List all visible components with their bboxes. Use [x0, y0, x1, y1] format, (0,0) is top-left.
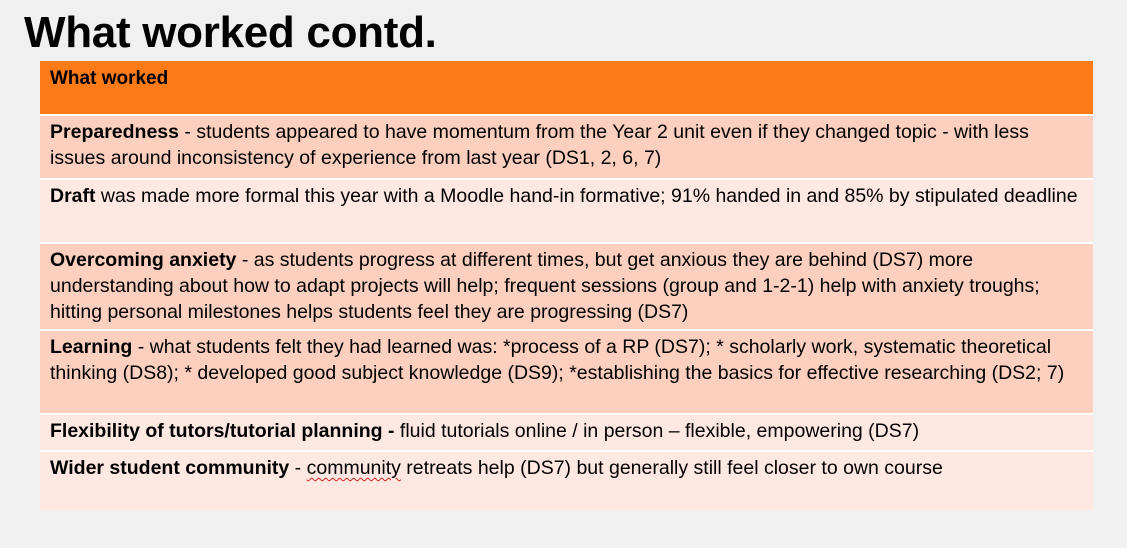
row-text-after: retreats help (DS7) but generally still feel closer to own course	[400, 457, 943, 479]
what-worked-table	[40, 61, 1093, 510]
table-header: What worked	[40, 61, 1093, 116]
row-term: Flexibility of tutors/tutorial planning -	[50, 420, 395, 442]
row-text: - students appeared to have momentum from the Year 2 unit even if they changed topic - with less issues around inconsistency of experience from last year (DS1, 2, 6, 7)	[50, 121, 1029, 169]
row-term: Preparedness	[50, 121, 179, 143]
row-term: Wider student community	[50, 457, 290, 479]
row-term: Overcoming anxiety	[50, 249, 237, 271]
table-row-preparedness	[40, 116, 1093, 180]
table-row-overcoming-anxiety	[40, 244, 1093, 331]
spellcheck-marked-word: community	[306, 457, 401, 479]
row-text: - as students progress at different times, but get anxious they are behind (DS7) more understanding about how to adapt projects will help; frequent sessions (group and 1-2-1) help with anxiety troughs; hitting personal milestones helps students feel they are progressing (DS7)	[50, 249, 1040, 323]
table-row-learning	[40, 331, 1093, 415]
table-row-draft	[40, 180, 1093, 244]
row-text: - what students felt they had learned was: *process of a RP (DS7); * scholarly work, systematic theoretical thinking (DS8); * developed good subject knowledge (DS9); *establishing the basics for effective researching (DS2; 7)	[50, 336, 1065, 384]
table-row-wider-community	[40, 452, 1093, 510]
row-text-before: -	[289, 457, 307, 479]
row-text: fluid tutorials online / in person – flexible, empowering (DS7)	[394, 420, 920, 442]
slide-title: What worked contd.	[24, 8, 437, 57]
row-term: Draft	[50, 185, 96, 207]
table-row-flexibility	[40, 415, 1093, 452]
row-term: Learning	[50, 336, 133, 358]
row-text: was made more formal this year with a Moodle hand-in formative; 91% handed in and 85% by stipulated deadline	[95, 185, 1078, 207]
